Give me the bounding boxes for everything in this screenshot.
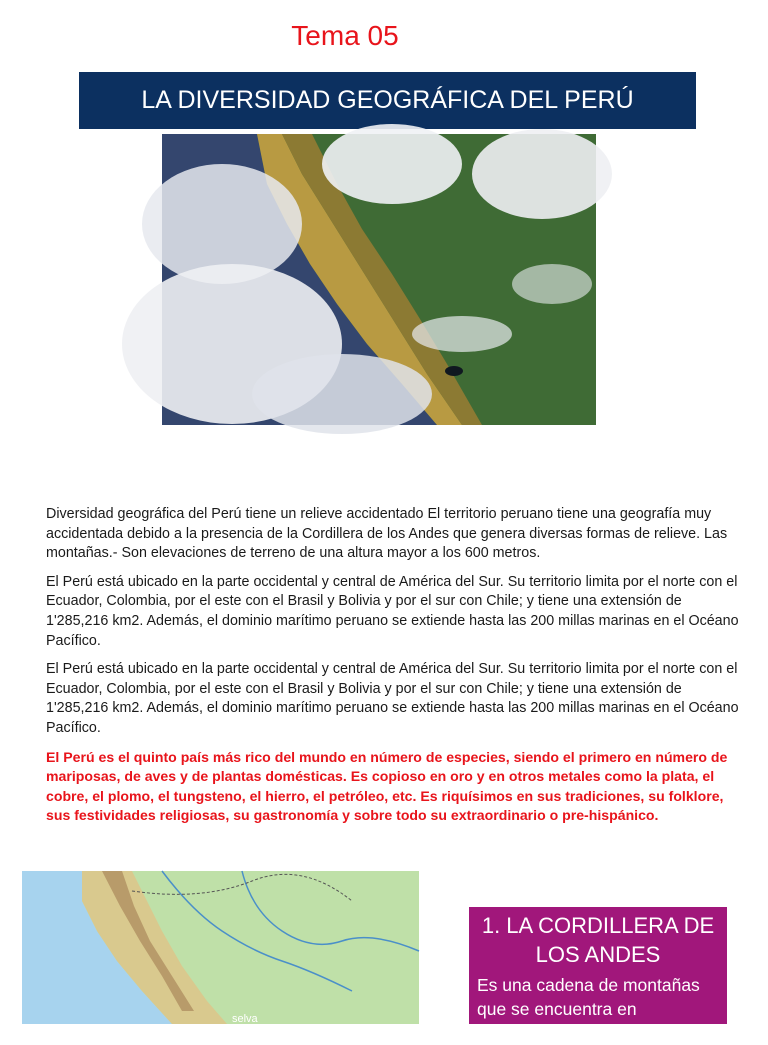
paragraph-ubicacion: El Perú está ubicado en la parte occidental y central de América del Sur. Su territorio limita por el norte con el Ecuador, Colombia, por el este con el Brasil y Bolivia y por el sur con Chile; y tiene una extensión de 1'285,216 km2. Además, el dominio marítimo peruano se extiende hasta las 200 millas marinas en el Océano Pacífico. (46, 573, 739, 649)
section-text: Es una cadena de montañas que se encuentra en Sudamérica (477, 975, 700, 1043)
section-title: 1. LA CORDILLERA DE LOS ANDES (481, 913, 715, 967)
paragraph-relieve: Diversidad geográfica del Perú tiene un relieve accidentado El territorio peruano tiene una geografía muy accidentada debido a la presencia de la Cordillera de los Andes que genera diversas formas de relieve. Las montañas.- Son elevaciones de terreno de una altura mayor a los 600 metros. (46, 506, 728, 562)
satellite-image-peru (162, 134, 596, 425)
page-title: LA DIVERSIDAD GEOGRÁFICA DEL PERÚ (141, 86, 634, 114)
body-text (46, 505, 746, 835)
relief-map (22, 871, 419, 1024)
map-label-selva: selva (232, 1013, 258, 1025)
page-title-banner (79, 72, 696, 129)
paragraph-ubicacion-repeat: El Perú está ubicado en la parte occidental y central de América del Sur. Su territorio limita por el norte con el Ecuador, Colombia, por el este con el Brasil y Bolivia y por el sur con Chile; y tiene una extensión de 1'285,216 km2. Además, el dominio marítimo peruano se extiende hasta las 200 millas marinas en el Océano Pacífico. (46, 661, 739, 736)
satellite-illustration (162, 134, 596, 425)
relief-map-illustration (22, 871, 419, 1024)
paragraph-highlight: El Perú es el quinto país más rico del mundo en número de especies, siendo el primero en número de mariposas, de aves y de plantas domésticas. Es copioso en oro y en otros metales como la plata, el cobre, el plomo, el tungsteno, el hierro, el petróleo, etc. Es riquísimos en sus tradiciones, su folklore, sus festividades religiosas, su gastronomía y sobre todo su extraordinario o pre-hispánico. (46, 748, 728, 824)
topic-number: Tema 05 (291, 20, 399, 51)
section-cordillera (469, 907, 727, 1043)
